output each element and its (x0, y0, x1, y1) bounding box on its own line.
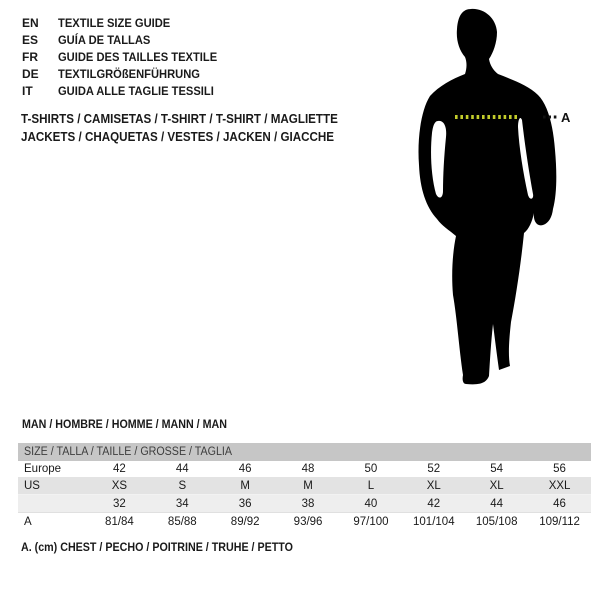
size-cell: 32 (113, 497, 126, 510)
size-cell: 38 (301, 497, 315, 510)
size-cell: 101/104 (413, 516, 455, 528)
table-row-europe (18, 461, 591, 477)
size-cell: 36 (238, 497, 252, 510)
size-cell: 105/108 (475, 516, 518, 528)
garment-line-tshirts (21, 110, 362, 128)
garment-line-label: JACKETS / CHAQUETAS / VESTES / JACKEN / GIACCHE (21, 130, 335, 144)
section-title-man (22, 419, 242, 431)
language-code: EN (22, 15, 39, 30)
language-code: FR (22, 49, 38, 64)
measurement-label-a: A (561, 110, 571, 125)
language-title: GUIDE DES TAILLES TEXTILE (58, 49, 218, 64)
table-row-us-numeric (18, 495, 591, 512)
size-cell: 34 (175, 497, 189, 510)
language-title: TEXTILE SIZE GUIDE (58, 15, 171, 30)
language-row-de (22, 65, 229, 82)
language-row-es (22, 31, 229, 48)
row-label: US (24, 479, 40, 492)
size-table (18, 443, 591, 531)
row-label: Europe (24, 463, 62, 475)
man-silhouette-icon (418, 9, 556, 384)
size-cell: 46 (238, 463, 252, 475)
size-cell: 52 (427, 463, 441, 475)
size-cell: 97/100 (353, 516, 389, 528)
size-cell: 42 (427, 497, 441, 510)
size-cell: 109/112 (539, 516, 580, 528)
language-row-fr (22, 48, 229, 65)
language-code: DE (22, 66, 39, 81)
language-list (22, 14, 229, 99)
size-cell: L (367, 479, 375, 492)
size-cell: 42 (113, 463, 126, 475)
size-cell: S (178, 479, 187, 492)
language-row-en (22, 14, 229, 31)
size-cell: 56 (553, 463, 566, 475)
row-label: A (24, 516, 32, 528)
language-title: GUÍA DE TALLAS (58, 32, 151, 47)
size-cell: 81/84 (105, 516, 134, 528)
size-table-header (18, 443, 591, 461)
section-title-text: MAN / HOMBRE / HOMME / MANN / MAN (22, 419, 227, 431)
measurement-footnote (21, 542, 313, 554)
size-cell: 89/92 (230, 516, 260, 528)
size-cell: M (303, 479, 313, 492)
table-row-us (18, 477, 591, 495)
garment-line-label: T-SHIRTS / CAMISETAS / T-SHIRT / T-SHIRT / MAGLIETTE (21, 112, 338, 126)
table-row-chest-a (18, 512, 591, 531)
size-cell: 48 (301, 463, 315, 475)
language-code: IT (22, 83, 33, 98)
size-cell: 46 (553, 497, 566, 510)
size-cell: 85/88 (167, 516, 197, 528)
language-title: TEXTILGRÖßENFÜHRUNG (58, 66, 200, 81)
size-cell: XXL (548, 479, 571, 492)
language-title: GUIDA ALLE TAGLIE TESSILI (58, 83, 214, 98)
size-table-header-text: SIZE / TALLA / TAILLE / GRÖSSE / TAGLIA (24, 446, 233, 458)
size-cell: XS (111, 479, 128, 492)
size-cell: 44 (175, 463, 189, 475)
size-cell: 93/96 (293, 516, 323, 528)
size-cell: 50 (364, 463, 378, 475)
size-cell: M (240, 479, 250, 492)
size-cell: XL (426, 479, 441, 492)
language-row-it (22, 82, 229, 99)
language-code: ES (22, 32, 39, 47)
size-cell: 40 (364, 497, 378, 510)
measurement-footnote-text: A. (cm) CHEST / PECHO / POITRINE / TRUHE / PETTO (21, 542, 293, 554)
garment-line-jackets (21, 128, 362, 146)
size-cell: XL (489, 479, 504, 492)
size-cell: 44 (490, 497, 504, 510)
size-cell: 54 (490, 463, 504, 475)
garment-types (21, 110, 362, 146)
